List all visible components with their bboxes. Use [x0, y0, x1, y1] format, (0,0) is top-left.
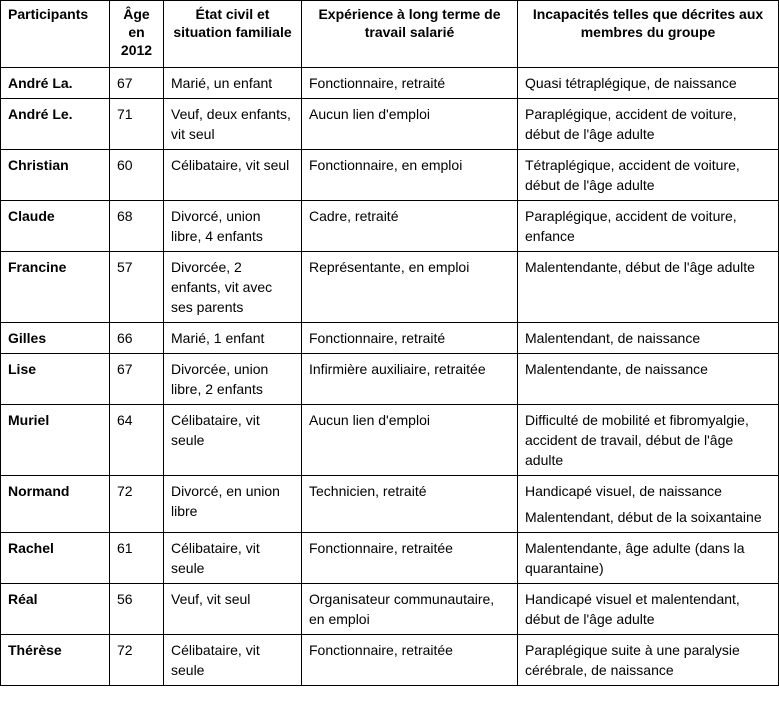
participant-age: 67 [110, 68, 164, 99]
table-row [1, 584, 779, 635]
participant-disability [518, 68, 779, 99]
disability-text: Difficulté de mobilité et fibromyalgie, accident de travail, début de l'âge adulte [525, 412, 749, 468]
participant-work: Fonctionnaire, retraité [302, 323, 518, 354]
participant-age: 68 [110, 201, 164, 252]
table-row [1, 635, 779, 686]
table-body [1, 68, 779, 686]
participant-status: Marié, un enfant [164, 68, 302, 99]
header-participants: Participants [1, 1, 110, 68]
disability-text: Paraplégique suite à une paralysie cérébrale, de naissance [525, 642, 740, 678]
participant-status: Divorcé, en union libre [164, 476, 302, 533]
participant-disability [518, 476, 779, 533]
participant-disability [518, 635, 779, 686]
participant-status: Célibataire, vit seule [164, 533, 302, 584]
participant-status: Marié, 1 enfant [164, 323, 302, 354]
participant-work: Organisateur communautaire, en emploi [302, 584, 518, 635]
participant-name: Francine [1, 252, 110, 323]
disability-text: Malentendant, de naissance [525, 330, 701, 346]
participant-age: 64 [110, 405, 164, 476]
participant-disability [518, 201, 779, 252]
participant-name: Muriel [1, 405, 110, 476]
table-row [1, 405, 779, 476]
participant-name: Thérèse [1, 635, 110, 686]
participant-name: André Le. [1, 99, 110, 150]
header-disability: Incapacités telles que décrites aux membres du groupe [518, 1, 779, 68]
participant-age: 61 [110, 533, 164, 584]
disability-text: Paraplégique, accident de voiture, début de l'âge adulte [525, 106, 737, 142]
disability-text: Malentendante, début de l'âge adulte [525, 259, 755, 275]
participant-disability [518, 533, 779, 584]
table-header-row [1, 1, 779, 68]
participant-work: Fonctionnaire, retraité [302, 68, 518, 99]
participant-status: Divorcé, union libre, 4 enfants [164, 201, 302, 252]
disability-text: Handicapé visuel, de naissance [525, 483, 722, 499]
participant-disability [518, 405, 779, 476]
participant-work: Représentante, en emploi [302, 252, 518, 323]
participant-name: André La. [1, 68, 110, 99]
participant-work: Aucun lien d'emploi [302, 405, 518, 476]
participant-age: 72 [110, 476, 164, 533]
participant-disability [518, 584, 779, 635]
participant-work: Technicien, retraité [302, 476, 518, 533]
disability-text: Tétraplégique, accident de voiture, début de l'âge adulte [525, 157, 740, 193]
disability-text: Quasi tétraplégique, de naissance [525, 75, 737, 91]
participant-status: Divorcée, union libre, 2 enfants [164, 354, 302, 405]
participant-name: Christian [1, 150, 110, 201]
disability-text: Malentendante, de naissance [525, 361, 708, 377]
participant-disability [518, 354, 779, 405]
participant-disability [518, 99, 779, 150]
table-row [1, 476, 779, 533]
participant-disability [518, 150, 779, 201]
table-row [1, 323, 779, 354]
participant-name: Lise [1, 354, 110, 405]
table-row [1, 201, 779, 252]
participant-work: Cadre, retraité [302, 201, 518, 252]
disability-text: Paraplégique, accident de voiture, enfance [525, 208, 737, 244]
participant-age: 71 [110, 99, 164, 150]
participant-disability [518, 252, 779, 323]
participant-status: Célibataire, vit seul [164, 150, 302, 201]
participant-status: Veuf, deux enfants, vit seul [164, 99, 302, 150]
participant-age: 56 [110, 584, 164, 635]
participant-name: Normand [1, 476, 110, 533]
disability-text: Malentendante, âge adulte (dans la quarantaine) [525, 540, 745, 576]
participant-work: Fonctionnaire, en emploi [302, 150, 518, 201]
participant-age: 60 [110, 150, 164, 201]
participant-disability [518, 323, 779, 354]
header-status: État civil et situation familiale [164, 1, 302, 68]
participant-name: Claude [1, 201, 110, 252]
table-row [1, 354, 779, 405]
table-row [1, 99, 779, 150]
table-row [1, 150, 779, 201]
participant-status: Divorcée, 2 enfants, vit avec ses parents [164, 252, 302, 323]
disability-text: Malentendant, début de la soixantaine [525, 509, 762, 525]
participant-age: 66 [110, 323, 164, 354]
header-work: Expérience à long terme de travail salarié [302, 1, 518, 68]
participant-age: 57 [110, 252, 164, 323]
participant-name: Réal [1, 584, 110, 635]
table-row [1, 68, 779, 99]
table-row [1, 533, 779, 584]
participant-name: Gilles [1, 323, 110, 354]
disability-text: Handicapé visuel et malentendant, début de l'âge adulte [525, 591, 740, 627]
participant-work: Infirmière auxiliaire, retraitée [302, 354, 518, 405]
participant-work: Fonctionnaire, retraitée [302, 635, 518, 686]
participant-status: Veuf, vit seul [164, 584, 302, 635]
participant-status: Célibataire, vit seule [164, 635, 302, 686]
table-row [1, 252, 779, 323]
participant-status: Célibataire, vit seule [164, 405, 302, 476]
participant-age: 67 [110, 354, 164, 405]
header-age: Âge en 2012 [110, 1, 164, 68]
participant-name: Rachel [1, 533, 110, 584]
participant-age: 72 [110, 635, 164, 686]
participant-work: Fonctionnaire, retraitée [302, 533, 518, 584]
participant-work: Aucun lien d'emploi [302, 99, 518, 150]
